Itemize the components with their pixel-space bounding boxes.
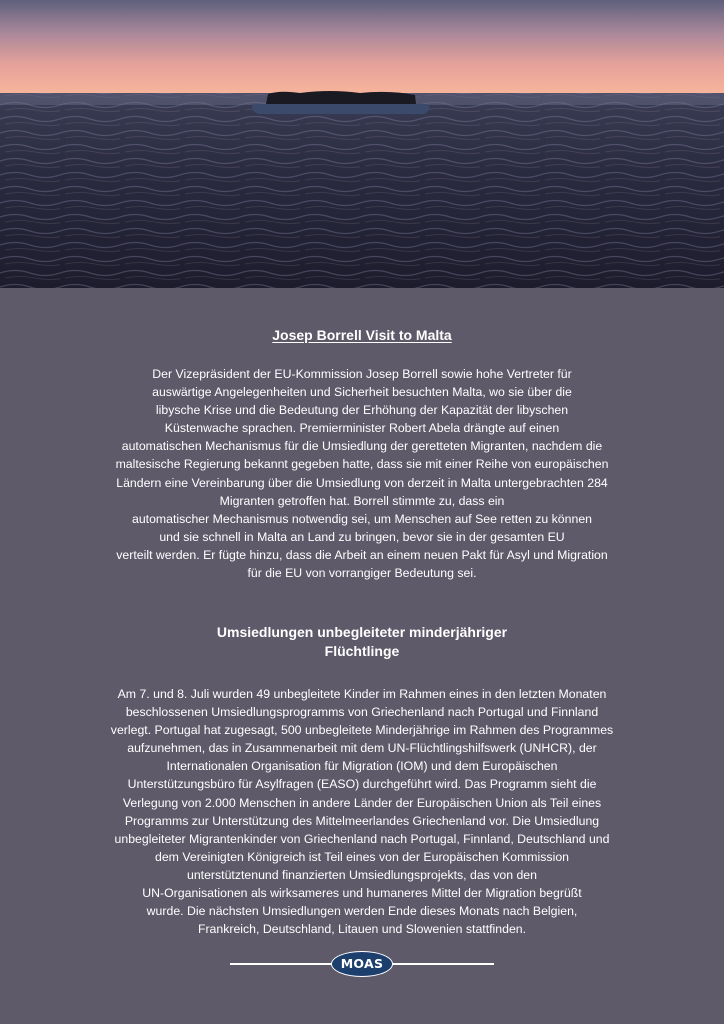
body-line: beschlossenen Umsiedlungsprogramms von Griechenland nach Portugal und Finnland [125,705,599,720]
body-line: und sie schnell in Malta an Land zu bringen, bevor sie in der gesamten EU [159,529,565,544]
divider [230,963,332,965]
body-line: Ländern eine Vereinbarung über die Umsiedlung von derzeit in Malta untergebrachten 284 [116,475,608,490]
title-line: Umsiedlungen unbegleiteter minderjähriger [216,624,508,640]
body-line: maltesische Regierung bekannt gegeben hatte, dass sie mit einer Reihe von europäischen [115,457,609,472]
article-title-borrell-visit: Josep Borrell Visit to Malta [272,327,452,343]
body-line: Küstenwache sprachen. Premierminister Robert Abela drängte auf einen [164,421,560,436]
body-line: wurde. Die nächsten Umsiedlungen werden Ende dieses Monats nach Belgien, [146,904,578,919]
body-line: Migranten getroffen hat. Borrell stimmte zu, dass ein [219,493,505,508]
article-title-resettlements [0,623,724,661]
footer-logo [0,950,724,980]
body-line: Am 7. und 8. Juli wurden 49 unbegleitete Kinder im Rahmen eines in den letzten Monaten [117,687,607,701]
body-line: auswärtige Angelegenheiten und Sicherheit besuchten Malta, wo sie über die [152,385,572,400]
article-body-borrell-visit [0,365,724,582]
body-line: für die EU von vorrangiger Bedeutung sei. [247,566,477,581]
body-line: Internationalen Organisation für Migration (IOM) und dem Europäischen [166,759,558,774]
body-line: UN-Organisationen als wirksameres und humaneres Mittel der Migration begrüßt [142,886,582,901]
body-line: automatischer Mechanismus notwendig sei, um Menschen auf See retten zu können [131,511,593,526]
body-line: verlegt. Portugal hat zugesagt, 500 unbegleitete Minderjährige im Rahmen des Programmes [110,723,614,738]
body-line: libysche Krise und die Bedeutung der Erhöhung der Kapazität der libyschen [155,403,569,418]
body-line: Verlegung von 2.000 Menschen in andere Länder der Europäischen Union als Teil eines [122,795,602,810]
hero-photo [0,0,724,288]
body-line: automatischen Mechanismus für die Umsiedlung der geretteten Migranten, nachdem die [121,439,603,454]
moas-logo: MOAS [331,951,393,977]
divider [392,963,494,965]
body-line: Programms zur Unterstützung des Mittelmeerlandes Griechenland vor. Die Umsiedlung [124,813,600,828]
title-line: Flüchtlinge [324,643,400,659]
body-line: Der Vizepräsident der EU-Kommission Josep Borrell sowie hohe Vertreter für [152,367,572,381]
body-line: Unterstützungsbüro für Asylfragen (EASO) durchgeführt wird. Das Programm sieht die [127,777,597,792]
article-content [0,288,724,1024]
body-line: Frankreich, Deutschland, Litauen und Slowenien stattfinden. [197,922,527,937]
body-line: aufzunehmen, das in Zusammenarbeit mit dem UN-Flüchtlingshilfswerk (UNHCR), der [127,741,597,756]
body-line: verteilt werden. Er fügte hinzu, dass die Arbeit an einem neuen Pakt für Asyl und Migration [116,547,608,562]
body-line: unterstütztenund finanzierten Umsiedlungsprojekts, das von den [187,867,537,882]
body-line: dem Vereinigten Königreich ist Teil eines von der Europäischen Kommission [155,849,569,864]
boat-shape [252,91,429,114]
article-body-resettlements [0,685,724,938]
body-line: unbegleiteter Migrantenkinder von Griechenland nach Portugal, Finnland, Deutschland und [114,831,610,846]
